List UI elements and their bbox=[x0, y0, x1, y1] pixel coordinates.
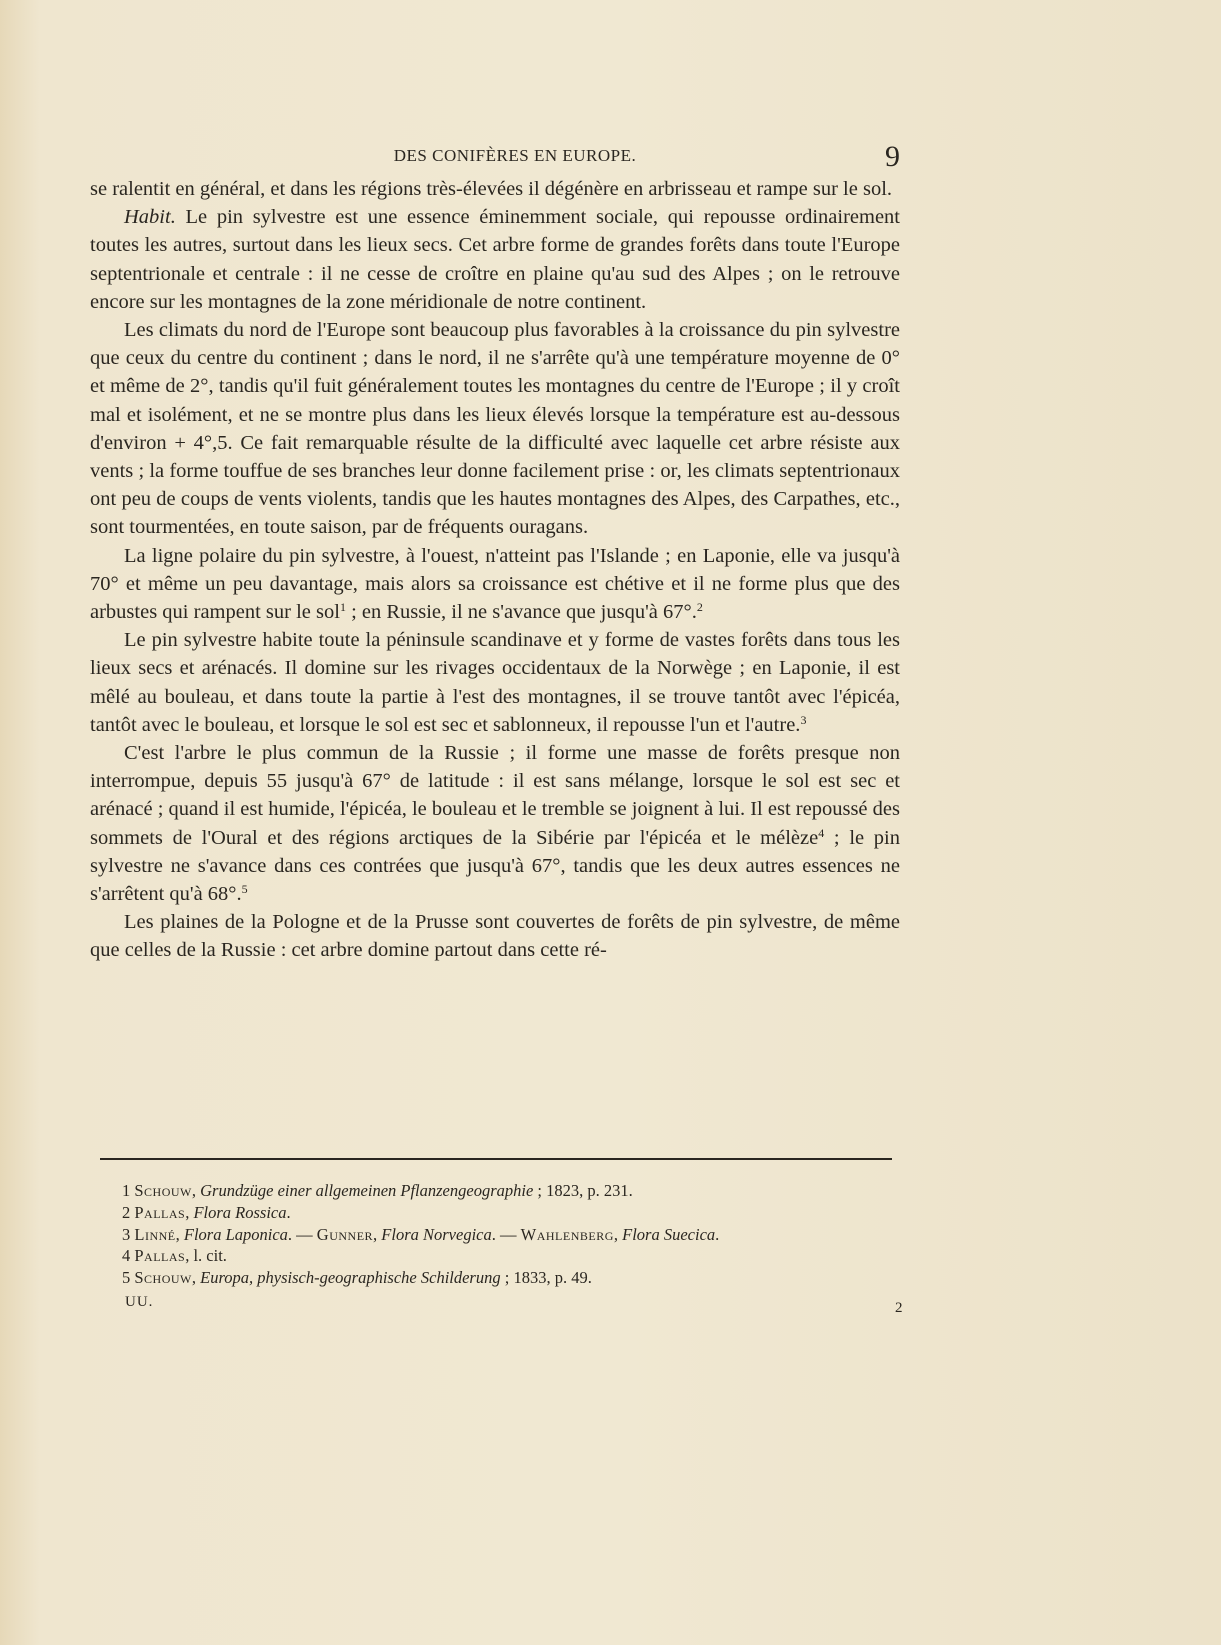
footnote-author: Linné bbox=[134, 1224, 176, 1244]
paragraph bbox=[90, 316, 900, 542]
footnote-author: Pallas bbox=[134, 1202, 186, 1222]
footnote-title: Europa, physisch-geographische Schilderung bbox=[200, 1268, 501, 1288]
footnote-detail: . — bbox=[491, 1224, 521, 1244]
habitat-label: Habit. bbox=[124, 206, 176, 229]
paragraph-text: Le pin sylvestre est une essence éminemment sociale, qui repousse ordinairement toutes les autres, surtout dans les lieux secs. Cet arbre forme de grandes forêts dans toute l'Europe septentrionale et centrale : il ne cesse de croître en plaine qu'au sud des Alpes ; on le retrouve encore sur les montagnes de la zone méridionale de notre continent. bbox=[90, 206, 900, 313]
paragraph-text: Les plaines de la Pologne et de la Prusse sont couvertes de forêts de pin sylvestre, de même que celles de la Russie : cet arbre domine partout dans cette ré- bbox=[90, 911, 900, 962]
footnote-author: Wahlenberg bbox=[520, 1224, 614, 1244]
footnote-detail: ; 1823, p. 231. bbox=[533, 1181, 633, 1200]
footnote bbox=[122, 1267, 902, 1289]
footnote bbox=[122, 1180, 902, 1202]
footnote-detail: . bbox=[715, 1224, 720, 1244]
footnote-separator: , bbox=[191, 1268, 201, 1288]
footnote-title: Flora Norvegica bbox=[381, 1224, 492, 1244]
footnote-ref: 4 bbox=[818, 825, 825, 840]
footnote-ref: 2 bbox=[696, 600, 703, 615]
footnote-detail: . — bbox=[287, 1224, 317, 1244]
footnote bbox=[122, 1224, 902, 1246]
paragraph-text: Les climats du nord de l'Europe sont beaucoup plus favorables à la croissance du pin sylvestre que ceux du centre du continent ; dans le nord, il ne s'arrête qu'à une température moyenne de 0° et même de 2°, tandis qu'il fuit généralement toutes les montagnes du centre de l'Europe ; il y croît mal et isolément, et ne se montre plus dans les lieux élevés lorsque la température est au-dessous d'environ + 4°,5. Ce fait remarquable résulte de la difficulté avec laquelle cet arbre résiste aux vents ; la forme touffue de ses branches leur donne facilement prise : or, les climats septentrionaux ont peu de coups de vents violents, tandis que les hautes montagnes des Alpes, des Carpathes, etc., sont tourmentées, en toute saison, par de fréquents ouragans. bbox=[90, 319, 900, 539]
footnote-title: Flora Suecica bbox=[622, 1224, 716, 1244]
paragraph bbox=[90, 203, 900, 316]
paragraph-text: C'est l'arbre le plus commun de la Russie ; il forme une masse de forêts presque non interrompue, depuis 55 jusqu'à 67° de latitude : il est sans mélange, lorsque le sol est sec et arénacé ; quand il est humide, l'épicéa, le bouleau et le tremble se joignent à lui. Il est repoussé des sommets de l'Oural et des régions arctiques de la Sibérie par l'épicéa et le mélèze bbox=[90, 742, 900, 849]
footnotes bbox=[122, 1180, 902, 1289]
footnote-ref: 3 bbox=[800, 712, 807, 727]
footnote-ref: 1 bbox=[339, 600, 346, 615]
paragraph bbox=[90, 175, 900, 203]
footnote-author: Schouw bbox=[134, 1181, 192, 1200]
paragraph bbox=[90, 908, 900, 964]
signature-mark: UU. bbox=[125, 1294, 154, 1310]
footnote-number: 3 bbox=[122, 1224, 131, 1244]
running-title: DES CONIFÈRES EN EUROPE. bbox=[393, 146, 637, 165]
paragraph-text: ; le pin sylvestre ne s'avance dans ces contrées que jusqu'à 67°, tandis que les deux autres essences ne s'arrêtent qu'à 68°. bbox=[90, 826, 901, 906]
footnote-ref: 5 bbox=[241, 882, 248, 897]
paragraph-text: se ralentit en général, et dans les régions très-élevées il dégénère en arbrisseau et rampe sur le sol. bbox=[90, 178, 893, 200]
paragraph-text: Le pin sylvestre habite toute la péninsule scandinave et y forme de vastes forêts dans tous les lieux secs et arénacés. Il domine sur les rivages occidentaux de la Norwège ; en Laponie, il est mêlé au bouleau, et dans toute la partie à l'est des montagnes, il se trouve tantôt avec l'épicéa, tantôt avec le bouleau, et lorsque le sol est sec et sablonneux, il repousse l'un et l'autre. bbox=[90, 629, 900, 736]
footnote-author: Schouw bbox=[134, 1268, 192, 1288]
footnote-author: Gunner bbox=[316, 1224, 374, 1244]
footnote-separator: , bbox=[613, 1224, 623, 1244]
footnote-detail: ; 1833, p. 49. bbox=[500, 1268, 592, 1288]
footnote-number: 1 bbox=[122, 1181, 131, 1200]
footnote-separator: , bbox=[185, 1202, 194, 1222]
paragraph bbox=[90, 739, 900, 908]
footnote-rule bbox=[100, 1158, 892, 1160]
footnote-number: 4 bbox=[122, 1246, 131, 1266]
paragraph bbox=[90, 542, 900, 627]
paragraph-text: ; en Russie, il ne s'avance que jusqu'à 67°. bbox=[345, 601, 697, 624]
footnote-number: 2 bbox=[122, 1202, 131, 1222]
footnote-separator: , bbox=[191, 1181, 201, 1200]
paragraph bbox=[90, 626, 900, 739]
footnote-separator: , bbox=[185, 1246, 194, 1266]
page-header bbox=[90, 140, 900, 174]
footnote-number: 5 bbox=[122, 1268, 131, 1288]
footnote-title: Flora Rossica bbox=[193, 1202, 287, 1222]
footnote-title: Grundzüge einer allgemeinen Pflanzengeographie bbox=[200, 1181, 534, 1200]
footnote-separator: , bbox=[373, 1224, 382, 1244]
page-number: 9 bbox=[885, 140, 900, 173]
body-text bbox=[90, 175, 900, 965]
footnote bbox=[122, 1202, 902, 1224]
footnote-author: Pallas bbox=[134, 1246, 186, 1266]
footnote bbox=[122, 1245, 902, 1267]
paragraph-text: La ligne polaire du pin sylvestre, à l'ouest, n'atteint pas l'Islande ; en Laponie, elle va jusqu'à 70° et même un peu davantage, mais alors sa croissance est chétive et il ne forme plus que des arbustes qui rampent sur le sol bbox=[90, 544, 900, 624]
footnote-detail: l. cit. bbox=[193, 1246, 227, 1266]
footnote-separator: , bbox=[175, 1224, 184, 1244]
signature-number: 2 bbox=[895, 1300, 903, 1316]
footnote-title: Flora Laponica bbox=[183, 1224, 288, 1244]
footnote-detail: . bbox=[286, 1202, 291, 1222]
